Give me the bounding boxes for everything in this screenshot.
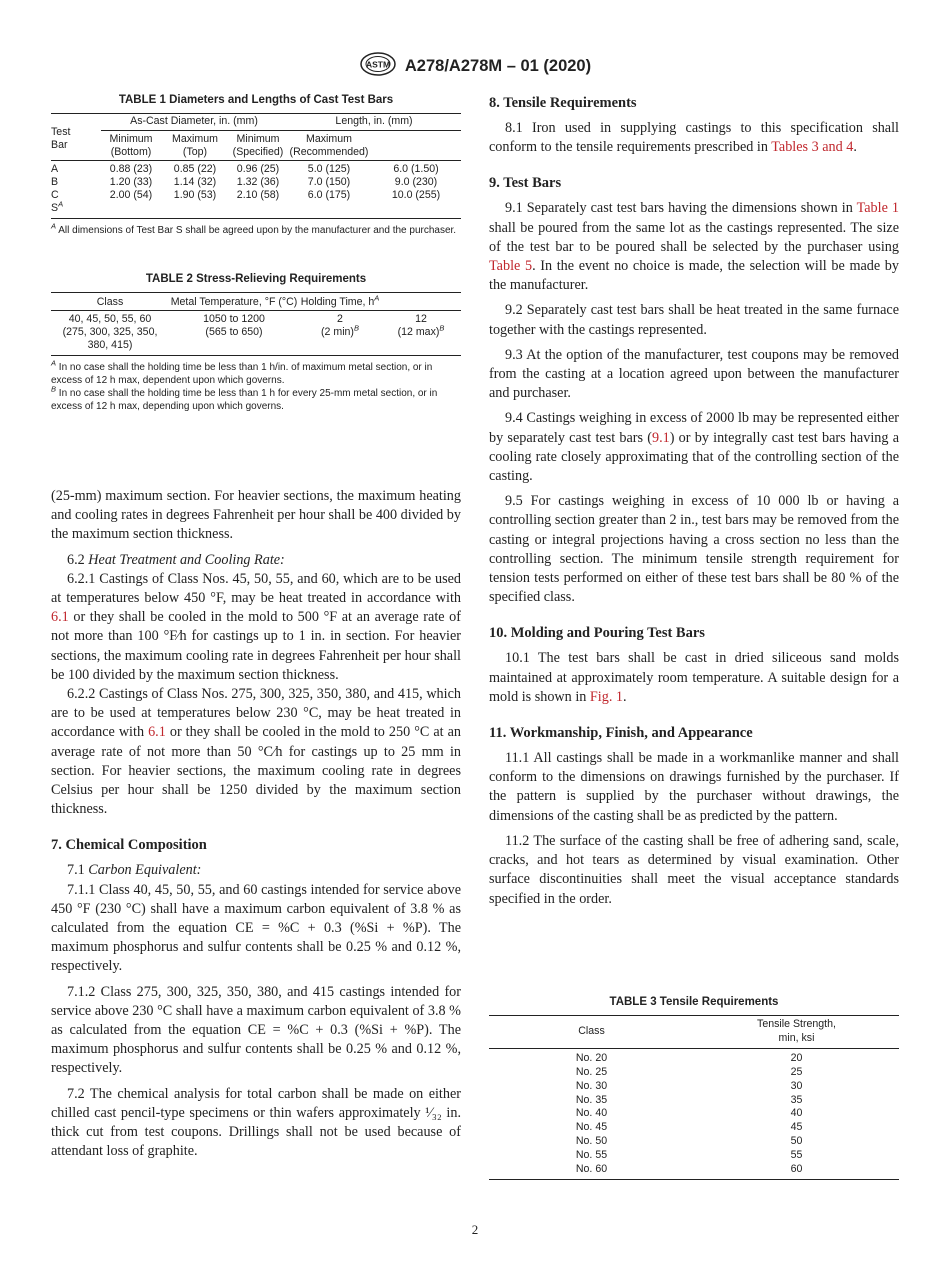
table-link[interactable]: Table 5 [489, 258, 533, 275]
paragraph-11-1: 11.1 All castings shall be made in a workmanlike manner and shall conform to the dimensions on drawings furnished by the purchaser. If the pattern is supplied by the purchaser without drawings, the dimensions of the casting shall be as predicted by the pattern. [489, 750, 899, 824]
table-3-caption: TABLE 3 Tensile Requirements [609, 996, 779, 1008]
table-2 [51, 273, 461, 413]
page-number: 2 [471, 1222, 479, 1237]
table-1-subheader: Maximum (Top) [161, 131, 229, 161]
table-row: A 0.88 (23) 0.85 (22) 0.96 (25) 5.0 (125) 6.0 (1.50) [51, 163, 439, 175]
table-2-caption: TABLE 2 Stress-Relieving Requirements [145, 273, 367, 285]
table-1-footnote: $^A$ All dimensions of Test Bar S shall be agreed upon by the manufacturer and the purchaser. [51, 221, 457, 236]
table-1-header-length: Length, in. (mm) [287, 114, 461, 131]
paragraph-11-2: 11.2 The surface of the casting shall be free of adhering sand, scale, cracks, and hot tears as determined by visual examination. Other surface discontinuities shall meet the visual acceptance standards specified in the order. [489, 832, 899, 907]
left-body-text [51, 487, 461, 1162]
right-column [489, 94, 899, 909]
table-2-grid [51, 292, 461, 356]
section-link[interactable]: 6.1 [148, 724, 166, 741]
paragraph-9-5: 9.5 For castings weighing in excess of 10 000 lb or having a controlling section greater than 2 in., test bars may be removed from the casting or integral projections having a cross section no less than the controlling section. The minimum tensile strength requirement for tension tests performed on either of these test bars shall be 80 % of the specified class. [489, 493, 899, 606]
table-row: No. 25 25 [575, 1065, 803, 1078]
paragraph-6-1-continued: (25-mm) maximum section. For heavier sections, the maximum heating and cooling rates in degrees Fahrenheit per hour shall be 400 divided by the maximum section thickness. [51, 488, 461, 543]
table-2-footnote-a: $^A$ In no case shall the holding time be less than 1 h/in. of maximum metal section, or in excess of 12 h max, dependent upon which governs. [51, 358, 433, 386]
table-2-footnote-b: $^B$ In no case shall the holding time be less than 1 h for every 25-mm metal section, or in excess of 12 h max, depending upon which governs. [51, 384, 438, 412]
heading-section-10: 10. Molding and Pouring Test Bars [489, 625, 705, 642]
document-designation: A278/A278M – 01 (2020) [404, 57, 592, 75]
paragraph-6-2-2: 6.2.2 Castings of Class Nos. 275, 300, 325, 350, 380, and 415, which are to be used at temperatures below 230 °C, may be heat treated in accordance with 6.1 or they shall be cooled in the mold to 250 °C at an average rate of not more than 50 °C⁄h for castings up to 25 mm in section. For heavier sections, the maximum cooling rate in degrees Celsius per hour shall be 1250 divided by the maximum section thickness. [51, 686, 462, 818]
table-1-subheader: Minimum (Bottom) [101, 131, 161, 161]
paragraph-9-1: 9.1 Separately cast test bars having the dimensions shown in Table 1 shall be poured from the same lot as the castings represented. The size of the test bar to be poured shall be selected by the purchaser using Table 5. In the event no choice is made, the selection will be made by the manufacturer. [489, 200, 899, 294]
page-header [0, 52, 950, 81]
figure-link[interactable]: Fig. 1 [589, 688, 624, 705]
table-row: 40, 45, 50, 55, 60 (275, 300, 325, 350, 380, 415) 1050 to 1200 (565 to 650) 2 (2 min)$^B$ 12 (12 max)$^B$ [51, 311, 461, 356]
paragraph-9-3: 9.3 At the option of the manufacturer, test coupons may be removed from the casting at a location agreed upon between the manufacturer and purchaser. [489, 346, 899, 402]
svg-text:ASTM: ASTM [365, 59, 390, 70]
table-3-header-class: Class [489, 1016, 694, 1049]
table-row: No. 45 45 [575, 1121, 803, 1134]
table-3 [489, 996, 899, 1180]
paragraph-8-1: 8.1 Iron used in supplying castings to this specification shall conform to the tensile requirements prescribed in Tables 3 and 4. [489, 120, 899, 156]
table-2-header-temperature: Metal Temperature, °F (°C) [169, 293, 299, 311]
table-1-grid [51, 113, 461, 219]
paragraph-6-2: 6.2 Heat Treatment and Cooling Rate: [67, 551, 285, 568]
table-row: No. 60 60 [489, 1163, 899, 1179]
astm-logo-icon [359, 52, 397, 81]
table-1 [51, 94, 461, 237]
left-column [51, 94, 461, 1162]
table-row: B 1.20 (33) 1.14 (32) 1.32 (36) 7.0 (150) 9.0 (230) [51, 176, 438, 188]
heading-section-7: 7. Chemical Composition [51, 837, 207, 854]
paragraph-9-4: 9.4 Castings weighing in excess of 2000 lb may be represented either by separately cast test bars (9.1) or by integrally cast test bars having a cooling rate closely approximating that of the controlling section of the casting. [489, 410, 899, 485]
table-3-grid [489, 1015, 899, 1180]
table-row: No. 40 40 [575, 1107, 803, 1120]
table-3-header-tensile-strength: Tensile Strength, min, ksi [694, 1016, 899, 1049]
table-2-header-holding-time: Holding Time, $h^A$ [299, 293, 381, 311]
paragraph-7-1-1: 7.1.1 Class 40, 45, 50, 55, and 60 castings intended for service above 450 °F (230 °C) shall have a maximum carbon equivalent of 3.8 % as calculated from the equation CE = %C + 0.3 (%Si + %P). The maximum phosphorus and sulfur contents shall be 0.25 % and 0.12 %, respectively. [51, 881, 461, 975]
heading-section-9: 9. Test Bars [489, 175, 562, 192]
heading-section-11: 11. Workmanship, Finish, and Appearance [489, 725, 753, 742]
table-row: No. 35 35 [575, 1093, 803, 1106]
table-row: No. 20 20 [575, 1051, 803, 1064]
paragraph-9-2: 9.2 Separately cast test bars shall be heat treated in the same furnace together with the castings represented. [489, 302, 899, 338]
table-1-header-diameter: As-Cast Diameter, in. (mm) [101, 114, 287, 131]
table-1-subheader: Maximum (Recommended) [287, 131, 371, 161]
paragraph-7-2: 7.2 The chemical analysis for total carbon shall be made on either chilled cast pencil-type specimens or thin wafers approximately ¹⁄₃₂ in. thick cut from test coupons. Drillings shall not be used because of attendant loss of graphite. [51, 1085, 461, 1160]
paragraph-7-1-2: 7.1.2 Class 275, 300, 325, 350, 380, and 415 castings intended for service above 230 °C shall have a maximum carbon equivalent of 3.8 % as calculated from the equation CE = %C + 0.3 (%Si + %P). The maximum phosphorus and sulfur contents shall be 0.25 % and 0.12 %, respectively. [51, 983, 461, 1077]
table-1-subheader: Minimum (Specified) [229, 131, 287, 161]
table-1-header-test-bar: Test Bar [51, 114, 101, 161]
heading-section-8: 8. Tensile Requirements [489, 95, 637, 111]
table-row: C 2.00 (54) 1.90 (53) 2.10 (58) 6.0 (175) 10.0 (255) [51, 189, 441, 201]
table-link[interactable]: Table 1 [856, 200, 899, 217]
table-row: No. 55 55 [575, 1149, 803, 1162]
table-link[interactable]: Tables 3 and 4 [771, 139, 854, 156]
table-row: No. 50 50 [575, 1135, 803, 1148]
table-row: No. 30 30 [575, 1079, 803, 1092]
table-2-header-class: Class [51, 293, 169, 311]
table-1-caption: TABLE 1 Diameters and Lengths of Cast Test Bars [118, 94, 394, 106]
paragraph-6-2-1: 6.2.1 Castings of Class Nos. 45, 50, 55, and 60, which are to be used at temperatures below 450 °F, may be heat treated in accordance with 6.1 or they shall be cooled in the mold to 500 °F at an average rate of not more than 100 °F⁄h for castings up to 1 in. in section. For heavier sections, the maximum cooling rate in degrees Fahrenheit per hour shall be 100 divided by the maximum section thickness. [51, 570, 461, 683]
paragraph-7-1: 7.1 Carbon Equivalent: [67, 862, 202, 879]
section-link[interactable]: 6.1 [51, 609, 69, 626]
section-link[interactable]: 9.1 [651, 429, 670, 446]
table-row: $S^A$ [51, 202, 461, 219]
paragraph-10-1: 10.1 The test bars shall be cast in dried siliceous sand molds maintained at approximately room temperature. A suitable design for a mold is shown in Fig. 1. [489, 650, 899, 705]
